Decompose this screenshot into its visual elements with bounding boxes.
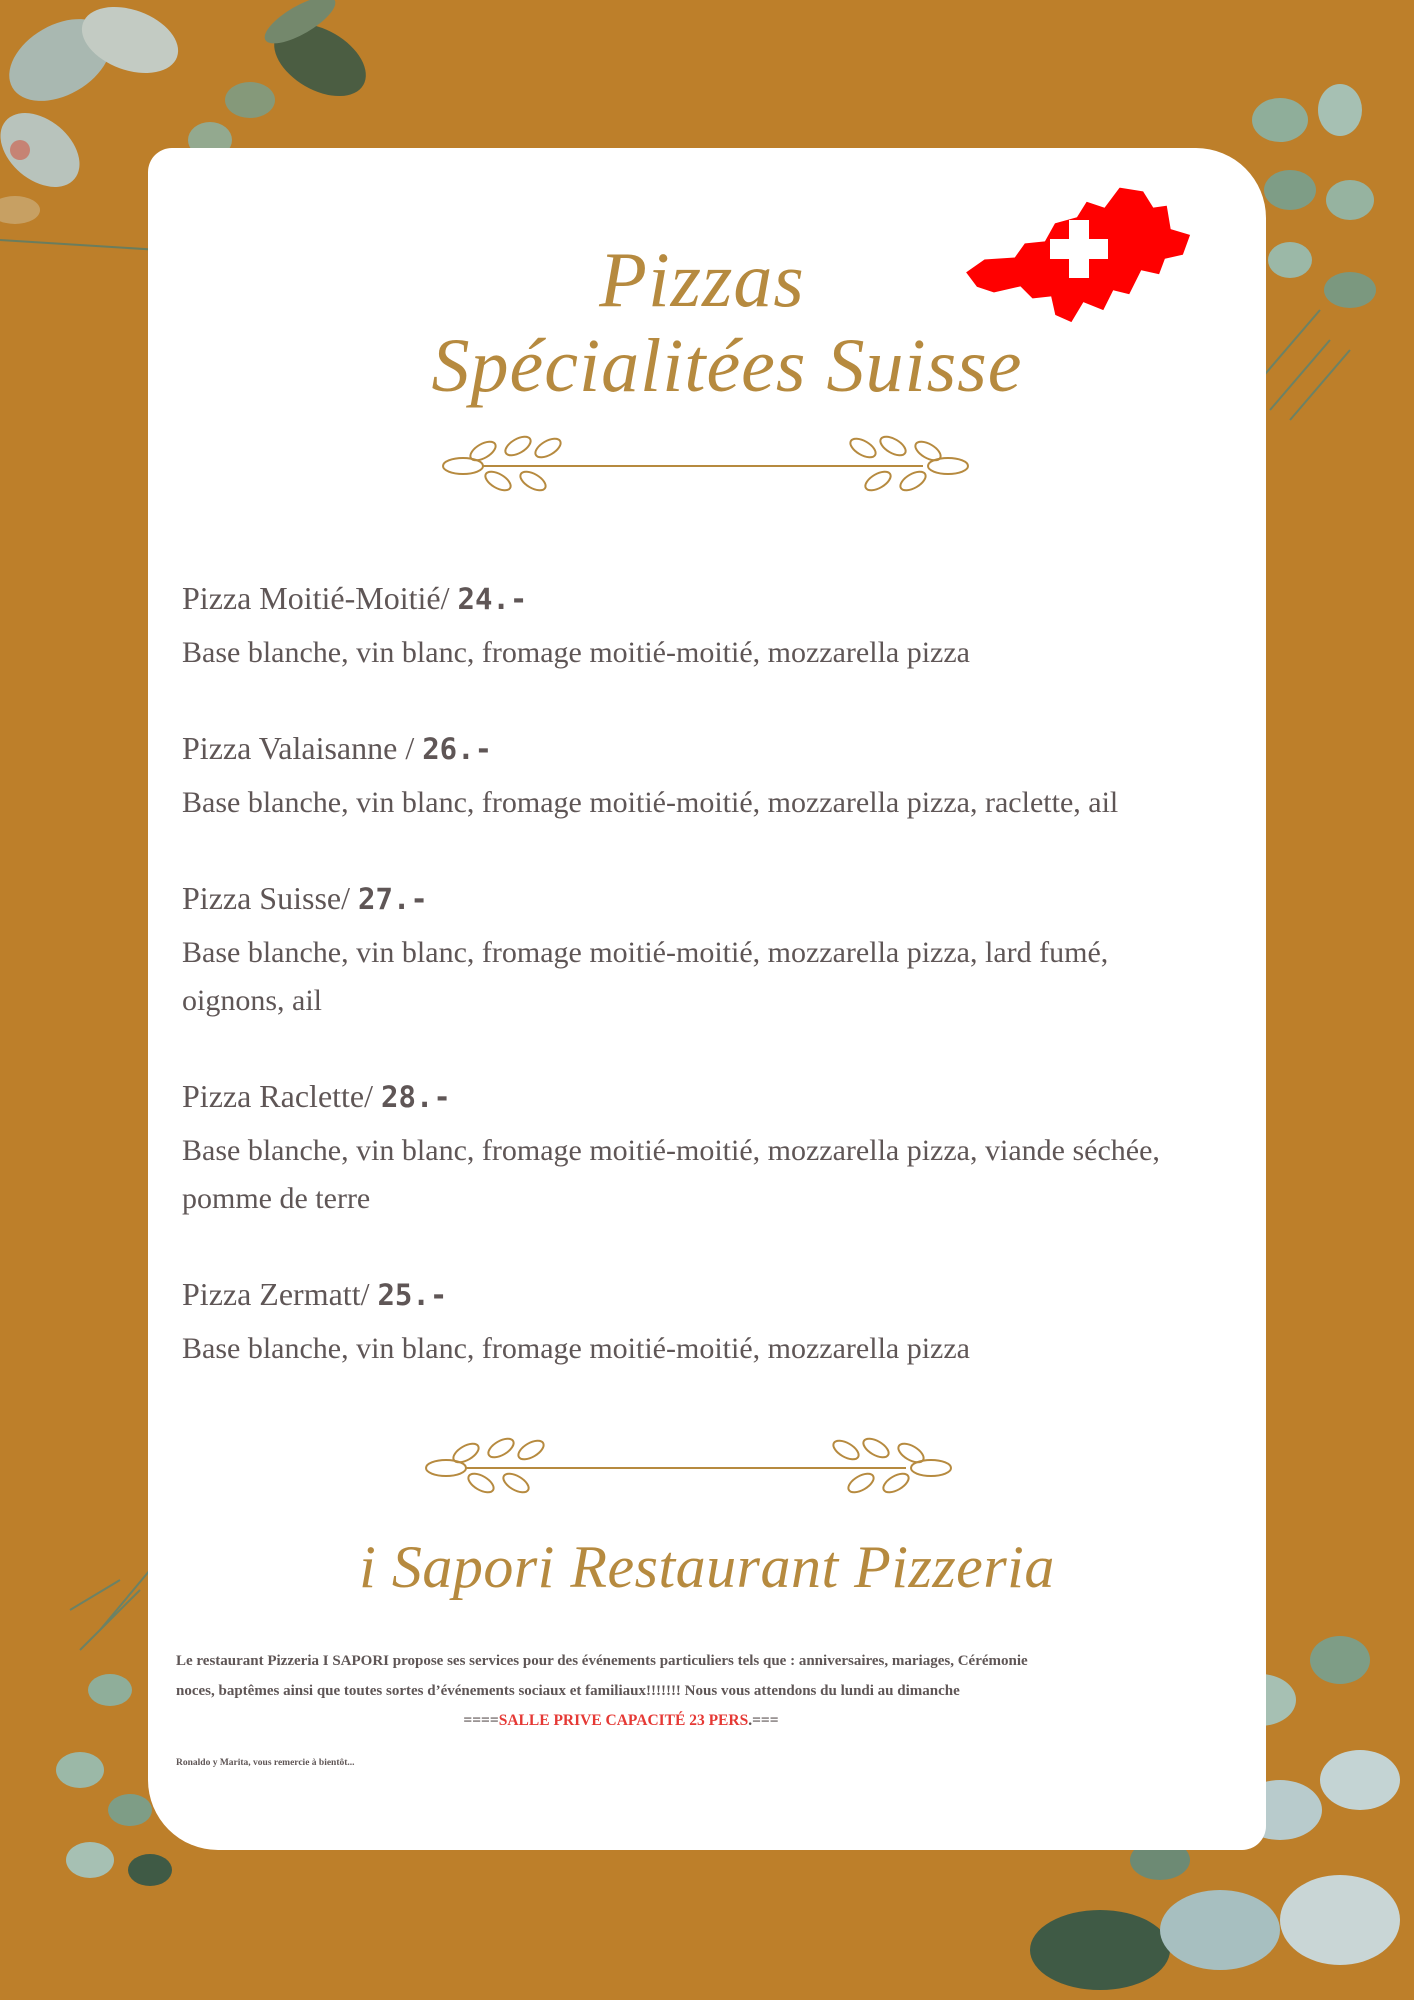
private-room-notice: ====SALLE PRIVE CAPACITÉ 23 PERS.=== xyxy=(463,1712,779,1729)
restaurant-info xyxy=(176,1646,1186,1736)
item-description: pomme de terre xyxy=(182,1182,371,1215)
signature: Ronaldo y Marita, vous remercie à bientôt... xyxy=(176,1758,355,1768)
item-price: 24.- xyxy=(457,582,528,616)
info-text: Le restaurant Pizzeria I SAPORI propose ses services pour des événements particuliers tels que : anniversaires, mariages, Cérémonie xyxy=(176,1653,1028,1669)
info-text: noces, baptêmes ainsi que toutes sortes d’événements sociaux et familiaux!!!!!!! Nous vous attendons du lundi au dimanche xyxy=(176,1683,960,1699)
menu-item xyxy=(182,728,1242,827)
menu-item xyxy=(182,878,1242,1025)
item-name: Pizza Suisse/ xyxy=(182,880,358,916)
laurel-divider-top xyxy=(423,426,988,506)
item-description: oignons, ail xyxy=(182,984,322,1017)
restaurant-name: i Sapori Restaurant Pizzeria xyxy=(359,1534,1055,1600)
item-price: 27.- xyxy=(357,882,428,916)
item-price: 28.- xyxy=(381,1080,451,1114)
item-name: Pizza Valaisanne / xyxy=(182,730,423,766)
menu-item xyxy=(182,578,1242,677)
item-description: Base blanche, vin blanc, fromage moitié-moitié, mozzarella pizza, viande séchée, xyxy=(182,1134,1160,1167)
item-description: Base blanche, vin blanc, fromage moitié-moitié, mozzarella pizza xyxy=(182,1332,970,1365)
item-price: 25.- xyxy=(377,1278,448,1312)
item-description: Base blanche, vin blanc, fromage moitié-moitié, mozzarella pizza xyxy=(182,636,970,669)
menu-item xyxy=(182,1076,1242,1223)
item-name: Pizza Zermatt/ xyxy=(182,1276,378,1312)
private-room-capacity: SALLE PRIVE CAPACITÉ 23 PERS xyxy=(498,1712,749,1729)
item-price: 26.- xyxy=(422,732,493,766)
item-description: Base blanche, vin blanc, fromage moitié-moitié, mozzarella pizza, raclette, ail xyxy=(182,786,1119,819)
laurel-divider-bottom xyxy=(406,1428,971,1508)
page-subtitle: Spécialitées Suisse xyxy=(431,324,1023,408)
item-name: Pizza Raclette/ xyxy=(182,1078,382,1114)
item-description: Base blanche, vin blanc, fromage moitié-moitié, mozzarella pizza, lard fumé, xyxy=(182,936,1109,969)
item-name: Pizza Moitié-Moitié/ xyxy=(182,580,458,616)
swiss-map-flag-icon xyxy=(954,176,1206,336)
page-title: Pizzas xyxy=(599,236,805,323)
menu-card xyxy=(148,148,1266,1850)
menu-item xyxy=(182,1274,1242,1373)
